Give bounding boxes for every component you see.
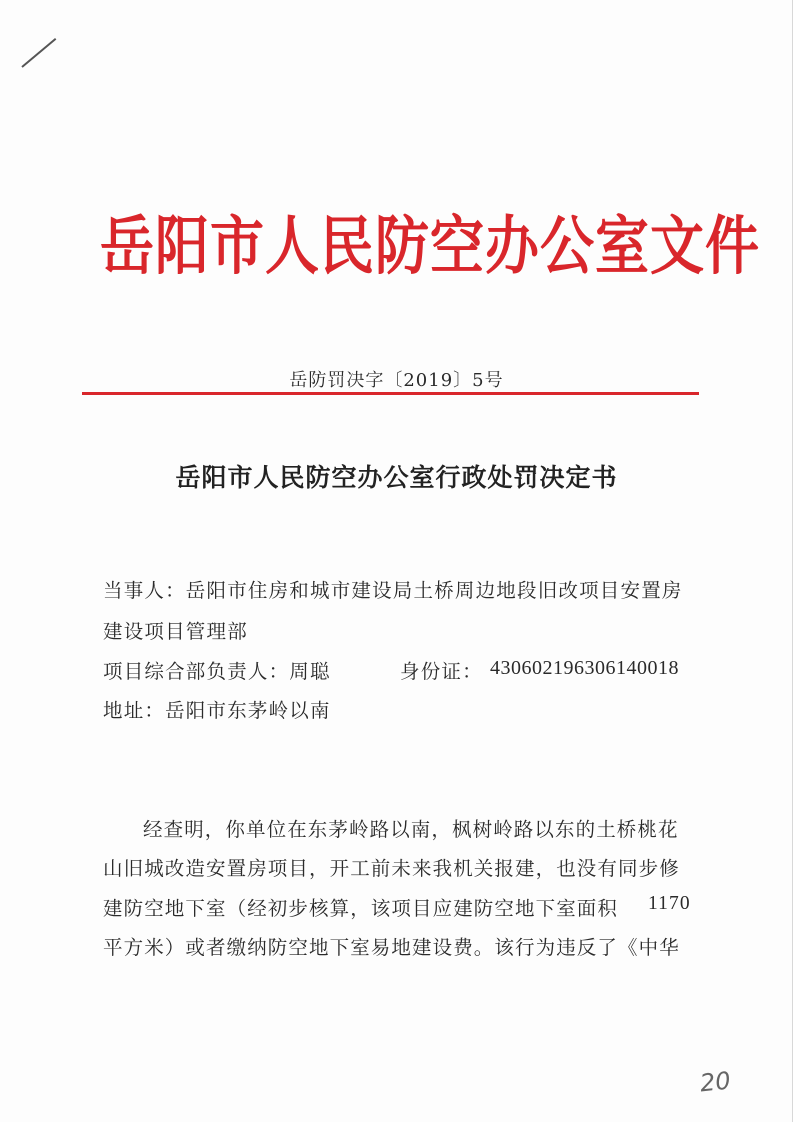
party-line-2: 建设项目管理部 (103, 620, 248, 643)
body-line-4: 平方米）或者缴纳防空地下室易地建设费。该行为违反了《中华 (103, 936, 680, 959)
body-line-1: 经查明，你单位在东茅岭路以南，枫树岭路以东的土桥桃花 (143, 818, 679, 841)
scan-stroke-mark (21, 38, 56, 68)
party-line-1: 当事人：岳阳市住房和城市建设局土桥周边地段旧改项目安置房 (103, 579, 683, 602)
body-line-2: 山旧城改造安置房项目，开工前未来我机关报建，也没有同步修 (103, 857, 680, 880)
agency-header-title: 岳阳市人民防空办公室文件 (100, 207, 760, 284)
id-label: 身份证： (400, 660, 483, 683)
document-number: 岳防罚决字〔2019〕5号 (289, 370, 504, 391)
party-address: 地址：岳阳市东茅岭以南 (103, 699, 331, 722)
body-line-3 (103, 893, 693, 921)
red-divider-rule (82, 392, 699, 395)
id-number: 430602196306140018 (490, 657, 679, 679)
decision-title: 岳阳市人民防空办公室行政处罚决定书 (175, 463, 618, 492)
body-line-3-text: 建防空地下室（经初步核算，该项目应建防空地下室面积 (103, 897, 619, 920)
party-manager: 项目综合部负责人：周聪 (103, 660, 331, 683)
body-line-3-number: 1170 (648, 893, 691, 914)
handwritten-page-number: 20 (698, 1066, 732, 1098)
